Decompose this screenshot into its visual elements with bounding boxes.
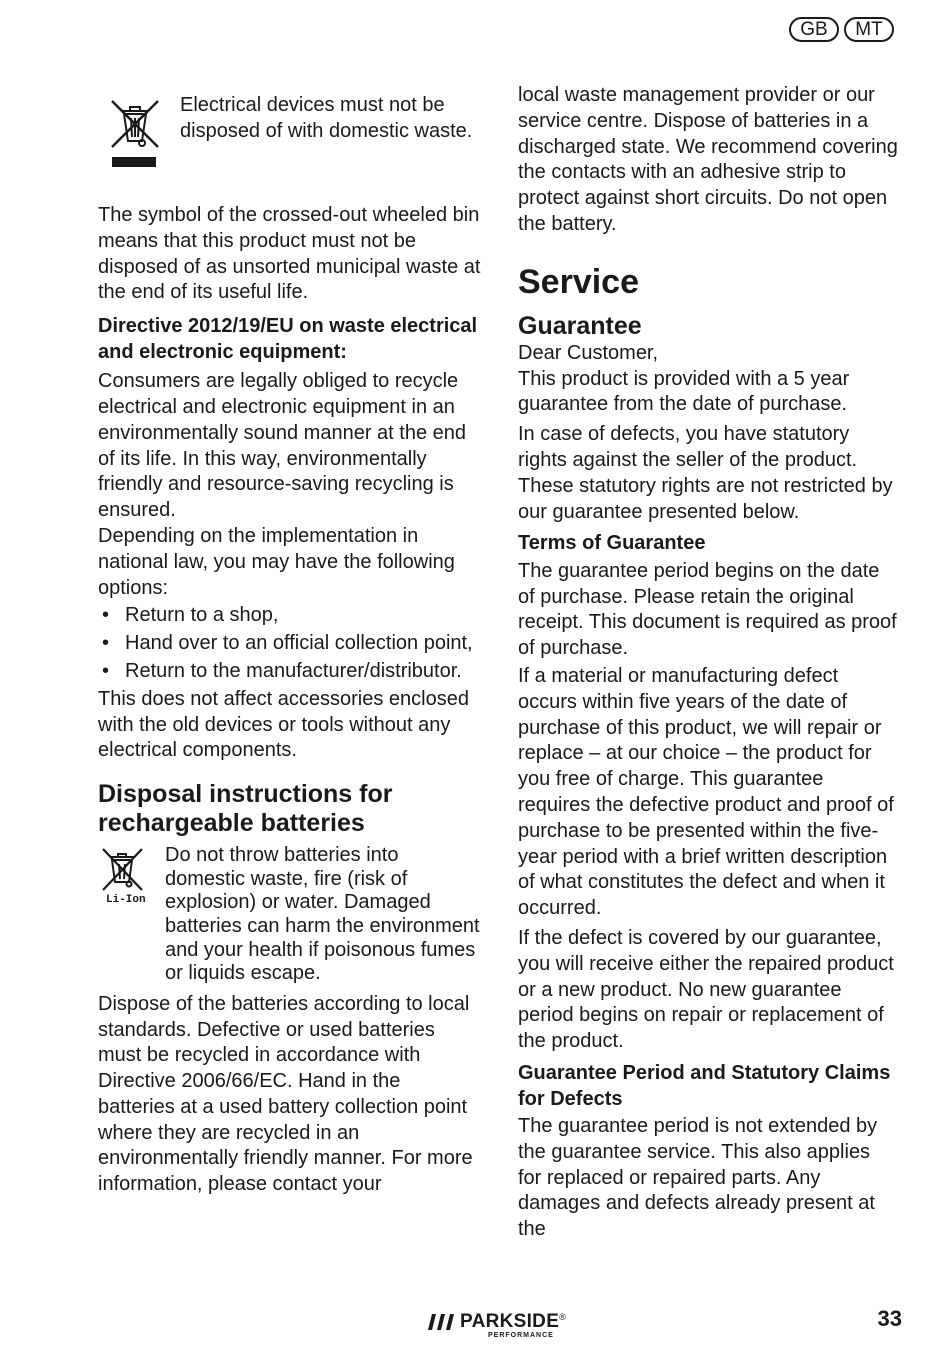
- symbol-paragraph: The symbol of the crossed-out wheeled bin means that this product must not be disposed of as unsorted municipal waste at the end of its useful life.: [98, 204, 481, 304]
- covered-paragraph: If the defect is covered by our guarantee, you will receive either the repaired product or a new product. No new guarantee period begins on repair or replacement of the product.: [518, 927, 894, 1053]
- defects-paragraph: In case of defects, you have statutory rights against the seller of the product. These statutory rights are not restricted by our guarantee presented below.: [518, 423, 893, 523]
- accessories-paragraph: This does not affect accessories enclosed with the old devices or tools without any electrical components.: [98, 687, 469, 762]
- list-item: • Return to the manufacturer/distributor.: [98, 659, 482, 685]
- sub-brand: PERFORMANCE: [488, 1332, 554, 1339]
- provided-paragraph: This product is provided with a 5 year guarantee from the date of purchase.: [518, 367, 850, 416]
- li-ion-bin-icon-wrap: [98, 844, 165, 906]
- continued-paragraph: local waste management provider or our service centre. Dispose of batteries in a discharged state. We recommend covering the contacts with an adhesive strip to protect against short circuits. Do not open the battery.: [518, 84, 898, 235]
- brand-name: PARKSIDE: [460, 1311, 560, 1332]
- lang-badge-mt: MT: [844, 17, 894, 42]
- guarantee-title: Guarantee: [518, 311, 642, 340]
- weee-notice: [98, 93, 482, 171]
- list-item: • Hand over to an official collection point,: [98, 631, 482, 657]
- dispose-paragraph: Dispose of the batteries according to local standards. Defective or used batteries must be recycled in accordance with Directive 2006/66/EC. Hand in the batteries at a used battery collection point where they are recycled in an environmentally friendly manner. For more information, please contact your: [98, 992, 473, 1196]
- options-list: [98, 603, 482, 684]
- list-item: • Return to a shop,: [98, 603, 482, 629]
- dear-customer: Dear Customer,: [518, 341, 659, 364]
- parkside-logo: [428, 1313, 566, 1340]
- directive-heading: Directive 2012/19/EU on waste electrical and electronic equipment:: [98, 315, 478, 363]
- parkside-stripes-icon: [428, 1314, 454, 1330]
- statutory-heading: Guarantee Period and Statutory Claims for Defects: [518, 1062, 891, 1110]
- page-number: 33: [877, 1306, 902, 1331]
- right-column: [518, 83, 898, 1243]
- crossed-out-battery-bin-icon: [100, 846, 146, 894]
- battery-notice: [98, 844, 482, 986]
- period-paragraph: The guarantee period begins on the date of purchase. Please retain the original receipt. This document is required as proof of purchase.: [518, 559, 897, 660]
- crossed-out-wheeled-bin-icon: [106, 97, 166, 171]
- weee-notice-text: Electrical devices must not be disposed of with domestic waste.: [180, 94, 473, 142]
- material-paragraph: If a material or manufacturing defect occurs within five years of the date of purchase of this product, we will repair or replace – at our choice – the product for you free of charge. This guarantee requires the defective product and proof of purchase to be presented within the five-year period with a brief written description of what constitutes the defect and when it occurred.: [518, 665, 894, 920]
- battery-disposal-heading: Disposal instructions for rechargeable batteries: [98, 780, 393, 838]
- service-title: Service: [518, 262, 639, 301]
- extended-paragraph: The guarantee period is not extended by the guarantee service. This also applies for replaced or repaired parts. Any damages and defects already present at the: [518, 1115, 878, 1241]
- terms-heading: Terms of Guarantee: [518, 532, 706, 555]
- lang-badge-gb: GB: [789, 17, 839, 42]
- consumers-paragraph: Consumers are legally obliged to recycle electrical and electronic equipment in an environmentally sound manner at the end of its life. In this way, environmentally friendly and resource-saving recycling is ensured.: [98, 370, 467, 522]
- trademark-mark: ®: [559, 1312, 566, 1322]
- left-column: [98, 93, 482, 1198]
- battery-notice-text: Do not throw batteries into domestic waste, fire (risk of explosion) or water. Damaged batteries can harm the environment and your health if poisonous fumes or liquids escape.: [165, 844, 480, 985]
- li-ion-label: Li-Ion: [106, 894, 146, 907]
- depending-paragraph: Depending on the implementation in national law, you may have the following options:: [98, 524, 455, 599]
